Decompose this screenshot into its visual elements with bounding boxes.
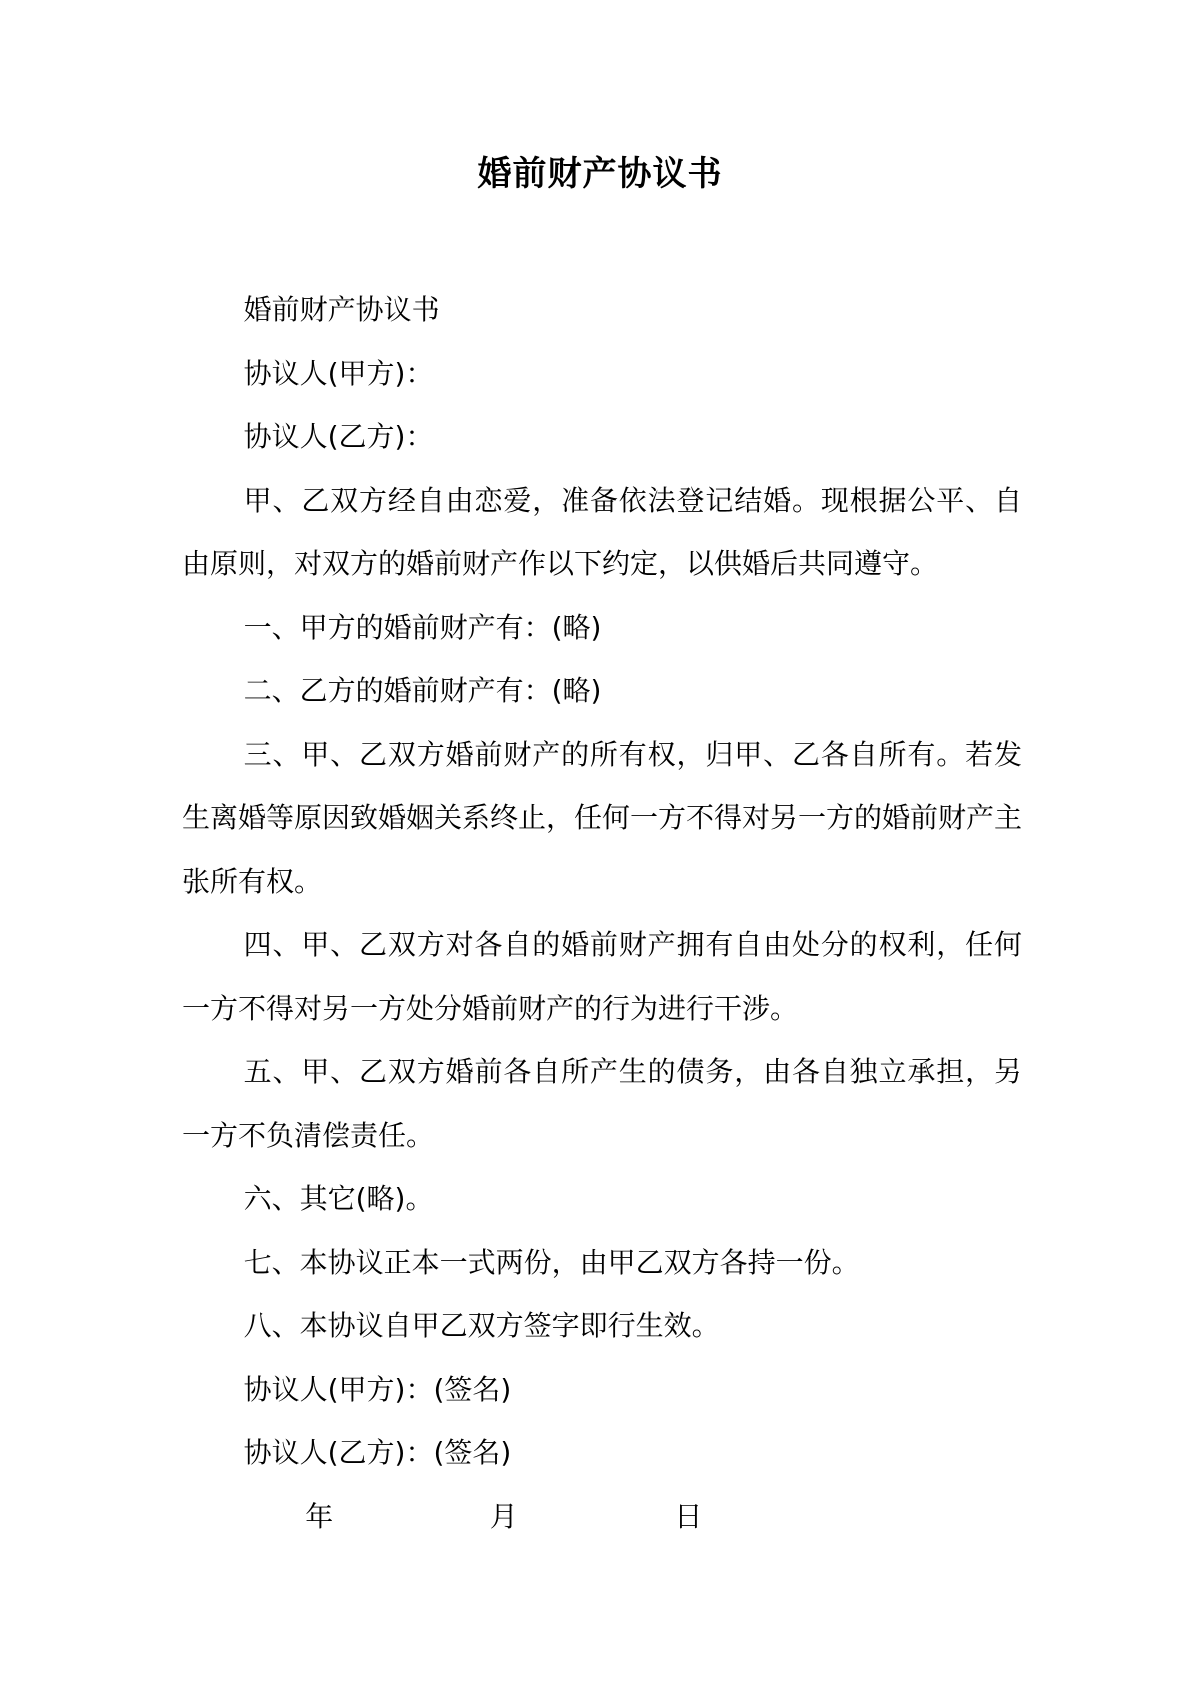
paragraph-clause-5: 五、甲、乙双方婚前各自所产生的债务，由各自独立承担，另一方不负清偿责任。: [182, 1055, 1022, 1152]
paragraph-party-a: 协议人(甲方)：: [243, 356, 434, 390]
signature-party-b: 协议人(乙方)：(签名): [243, 1436, 512, 1469]
paragraph-preamble: 甲、乙双方经自由恋爱，准备依法登记结婚。现根据公平、自由原则，对双方的婚前财产作以下约定，以供婚后共同遵守。: [182, 483, 1022, 580]
paragraph-clause-3: 三、甲、乙双方婚前财产的所有权，归甲、乙各自所有。若发生离婚等原因致婚姻关系终止，任何一方不得对另一方的婚前财产主张所有权。: [182, 737, 1023, 898]
paragraph-clause-2: 二、乙方的婚前财产有：(略): [243, 674, 602, 707]
date-day: 日: [674, 1499, 703, 1533]
paragraph-heading: 婚前财产协议书: [243, 293, 440, 326]
date-year: 年: [305, 1499, 334, 1533]
paragraph-clause-1: 一、甲方的婚前财产有：(略): [243, 610, 602, 644]
paragraph-clause-6: 六、其它(略)。: [243, 1182, 434, 1215]
paragraph-clause-4: 四、甲、乙双方对各自的婚前财产拥有自由处分的权利，任何一方不得对另一方处分婚前财产的行为进行干涉。: [182, 928, 1022, 1025]
paragraph-party-b: 协议人(乙方)：: [243, 420, 434, 453]
paragraph-clause-7: 七、本协议正本一式两份，由甲乙双方各持一份。: [243, 1245, 860, 1279]
date-month: 月: [489, 1499, 518, 1533]
document-body: [182, 278, 1022, 1548]
signature-party-a: 协议人(甲方)：(签名): [243, 1372, 512, 1406]
paragraph-clause-8: 八、本协议自甲乙双方签字即行生效。: [243, 1309, 720, 1342]
date-line: [182, 1485, 1022, 1549]
document-title: 婚前财产协议书: [477, 154, 723, 194]
